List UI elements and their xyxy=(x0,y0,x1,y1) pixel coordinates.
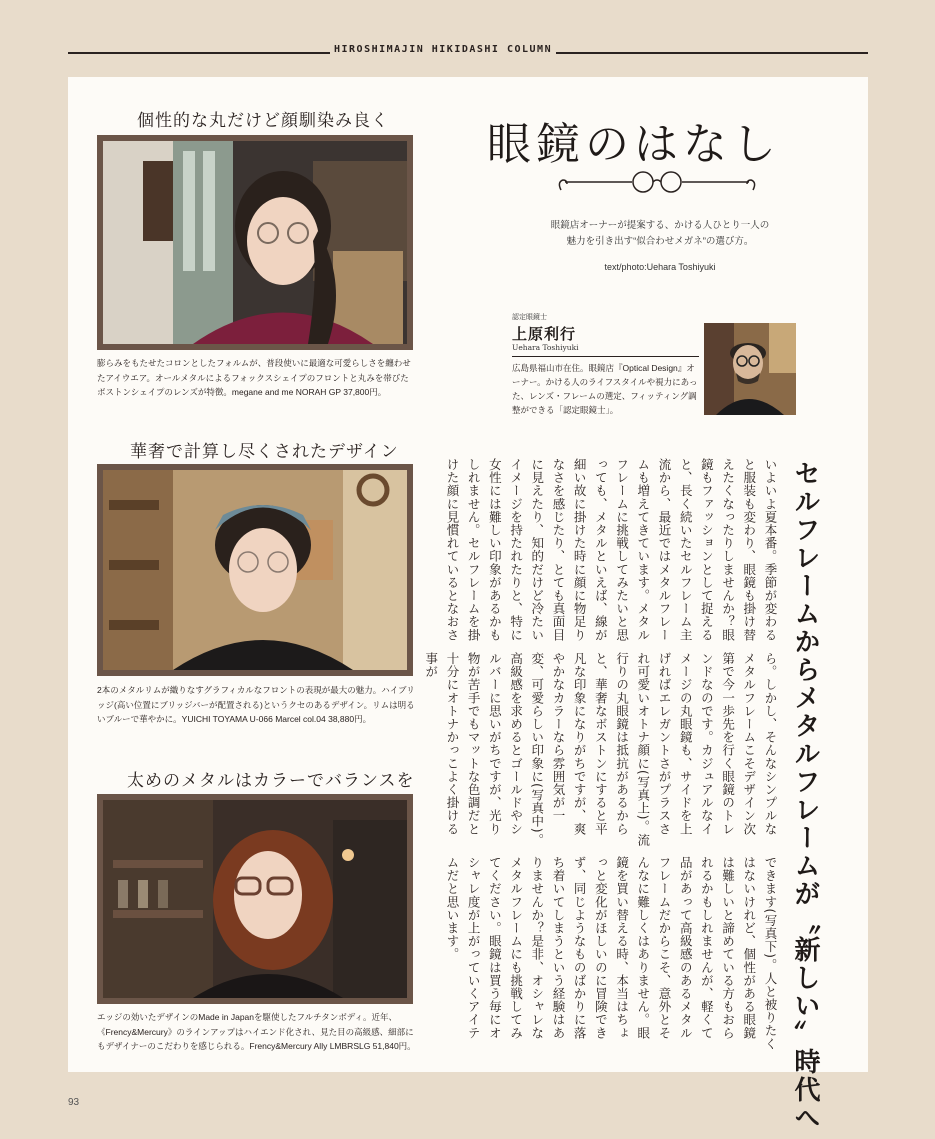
photo-1-image xyxy=(103,141,407,344)
profile-role: 認定眼鏡士 xyxy=(512,313,547,321)
credit: text/photo:Uehara Toshiyuki xyxy=(604,262,716,272)
profile-bio: 広島県福山市在住。眼鏡店『Optical Design』オーナー。かける人のライフスタイルや視力にあった、レンズ・フレームの選定、フィッティング調整ができる「認定眼鏡士」。 xyxy=(512,363,698,415)
lead-line-2: 魅力を引き出す“似合わせメガネ”の選び方。 xyxy=(566,236,754,247)
profile-roman-name: Uehara Toshiyuki xyxy=(512,343,579,352)
article-column-1-text: いよいよ夏本番。季節が変わると服装も変わり、眼鏡も掛け替えたくなったりしませんか？眼鏡もファッションとして捉えると、長く続いたセルフレーム主流から、最近ではメタルフレームも増えてきています。メタルフレームに挑戦してみたいと思っても、メタルといえば、線が細い故に掛けた時に顔に物足りなさを感じたり、とても真面目に見えたり、知的だけど冷たいイメージを持たれたりと、特に女性には難しい印象があるかもしれません。セルフレームを掛けた顔に見慣れているとなおさ xyxy=(444,458,778,642)
article-column-2 xyxy=(423,652,781,847)
article-headline: セルフレームからメタルフレームが〝新しい〟時代へ xyxy=(790,460,820,1132)
page-number: 93 xyxy=(68,1097,80,1108)
photo-2-image xyxy=(103,470,407,670)
section-3-heading: 太めのメタルはカラーでバランスを xyxy=(127,771,415,791)
photo-1-caption: 膨らみをもたせたコロンとしたフォルムが、普段使いに最適な可愛らしさを纏わせたアイウエア。オールメタルによるフォックスシェイプのフロントと丸みを帯びたボストンシェイプのレンズが特徴。megane and me NORAH GP 37,800円。 xyxy=(97,358,411,397)
section-2-heading: 華奢で計算し尽くされたデザイン xyxy=(130,442,399,462)
page-title: 眼鏡のはなし xyxy=(487,119,781,170)
photo-2-caption: 2本のメタルリムが織りなすグラフィカルなフロントの表現が最大の魅力。ハイブリッジ(高い位置にブリッジバーが配置される)というクセのあるデザイン。リムは明るいブルーで華やかに。YUICHI TOYAMA U-066 Marcel col.04 38,880円。 xyxy=(97,685,415,724)
photo-3-caption: エッジの効いたデザインのMade in Japanを駆使したフルチタンボディ。近年、《Frency&Mercury》のラインアップはハイエンド化され、見た目の高級感、細部にもデザイナーのこだわりを感じられる。Frency&Mercury Ally LMBRSLG 51,840円。 xyxy=(97,1012,416,1051)
lead-text xyxy=(510,218,810,250)
photo-2 xyxy=(97,464,413,676)
article-column-3-text: できます(写真下)。人と被りたくはないけれど、個性がある眼鏡は難しいと諦めている方もおられるかもしれませんが、軽くて品があって高級感のあるメタルフレームだからこそ、意外とそんなに難しくはありません。眼鏡を買い替える時、本当はちょっと変化がほしいのに冒険できず、同じようなものばかりに落ち着いてしまうという経験はありませんか？是非、オシャレなメタルフレームにも挑戦してみてください。眼鏡は買う毎にオシャレ度が上がっていくアイテムだと思います。 xyxy=(444,856,778,1051)
lead-line-1: 眼鏡店オーナーが提案する、かける人ひとり一人の xyxy=(550,220,770,231)
photo-3-image xyxy=(103,800,407,998)
photo-3 xyxy=(97,794,413,1004)
author-portrait xyxy=(704,323,796,415)
article-column-2-text: ら。しかし、そんなシンプルなメタルフレームこそデザイン次第で今一歩先を行く眼鏡のトレンドなのです。カジュアルなイメージの丸眼鏡も、サイドを上げればエレガントさがプラスされ可愛いオトナ顔に(写真上)。流行りの丸眼鏡は抵抗があるからと、華奢なボストンにすると平凡な印象になりがちですが、爽やかなカラーなら雰囲気が一変、可愛らしい印象に(写真中)。高級感を求めるとゴールドやシルバーに思いがちですが、光り物が苦手でもマットな色調だと十分にオトナかっこよく掛ける事が xyxy=(423,652,778,847)
author-portrait-image xyxy=(704,323,796,415)
glasses-ornament-icon xyxy=(557,170,757,194)
column-title: HIROSHIMAJIN HIKIDASHI COLUMN xyxy=(330,44,556,55)
profile-divider xyxy=(512,356,699,357)
article-column-3 xyxy=(444,856,781,1051)
section-1-heading: 個性的な丸だけど顔馴染み良く xyxy=(137,111,389,131)
profile-name: 上原利行 xyxy=(512,325,577,343)
article-column-1 xyxy=(444,458,781,643)
photo-1 xyxy=(97,135,413,350)
